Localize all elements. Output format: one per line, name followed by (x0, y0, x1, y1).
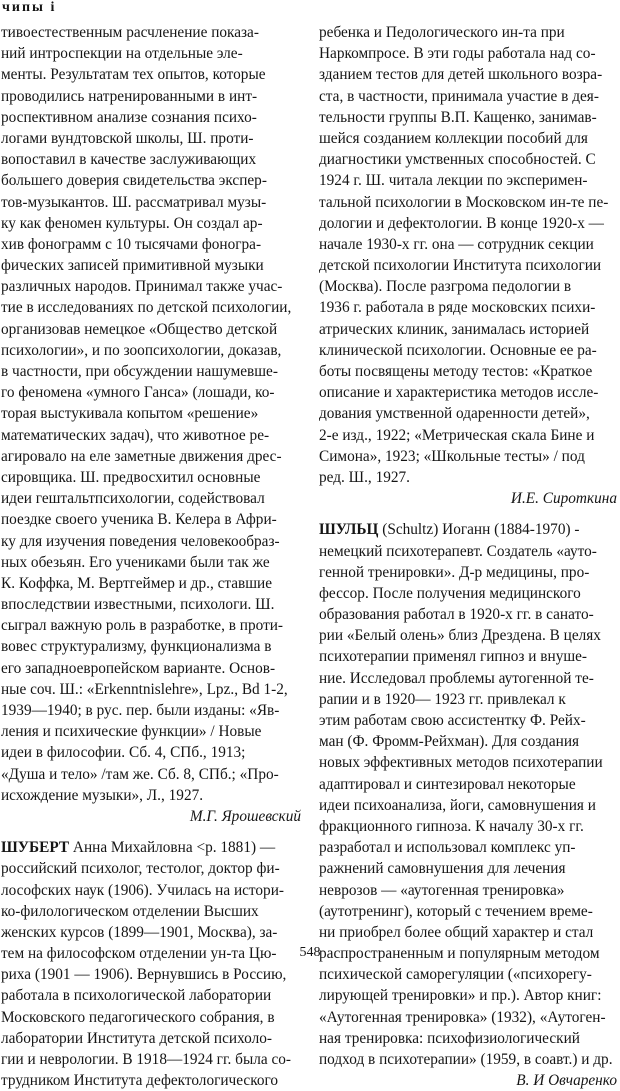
text-line: распространенным и популярным методом (319, 945, 600, 963)
text-line: ребенка и Педологического ин-та при (319, 24, 565, 41)
entry-text-block (319, 541, 617, 1071)
text-line: начале 1930-х гг. она — сотрудник секции (319, 235, 594, 253)
entry-heading-rest: Анна Михайловна <р. 1881) — (69, 839, 276, 857)
text-line: рии «Белый олень» близ Дрездена. В целях (319, 627, 601, 645)
text-line: ку как феномен культуры. Он создал ар- (1, 214, 263, 232)
text-line: (аутотренинг), который с течением време- (319, 902, 593, 920)
text-line: фракционного гипноза. К началу 30-х гг. (319, 817, 584, 835)
text-line: подход в психотерапии» (1959, в соавт.) и др. (319, 1051, 613, 1068)
left-column (1, 22, 301, 1091)
text-line: описание и характеристика методов иссле- (319, 384, 599, 402)
entry-text-block (319, 22, 617, 488)
text-line: лаборатории Института детской психоло- (1, 1029, 272, 1047)
entry-text-block (1, 22, 301, 806)
text-line: тов-музыкантов. Ш. рассматривал музы- (1, 193, 267, 211)
text-line: дования умственной одаренности детей», (319, 405, 590, 423)
text-line: ний интроспекции на отдельные эле- (1, 45, 243, 63)
entry-term: ШУБЕРТ (1, 839, 70, 857)
text-line: математических задач), что животное ре- (1, 426, 270, 444)
text-line: роспективном анализе сознания психо- (1, 108, 257, 126)
text-line: «Аутогенная тренировка» (1932), «Аутоген- (319, 1008, 606, 1026)
text-line: ных обезьян. Его учениками были так же (1, 553, 270, 571)
entry-author: В. И Овчаренко (516, 1072, 617, 1090)
text-line: атрических клиник, занималась историей (319, 320, 590, 338)
text-line: ные соч. Ш.: «Erkenntnislehre», Lpz., Bd 1-2, (1, 680, 288, 698)
entry-heading-rest: (Schultz) Иоганн (1884-1970) - (378, 521, 580, 539)
text-line: 1939—1940; в рус. пер. были изданы: «Яв- (1, 702, 280, 719)
text-line: тем на философском отделении ун-та Цю- (1, 945, 277, 963)
text-line: различных народов. Принимал также учас- (1, 278, 283, 296)
text-line: торая выстукивала копытом «решение» (1, 405, 259, 423)
text-line: ко-филологическом отделении Высших (1, 902, 259, 920)
text-line: адаптировал и синтезировал некоторые (319, 775, 576, 793)
running-head: чипы і (2, 0, 57, 15)
text-line: тальной психологии в Московском ин-те пе- (319, 193, 609, 211)
text-line: Симона», 1923; «Школьные тесты» / под (319, 447, 585, 465)
text-line: идеи гештальтпсихологии, содействовал (1, 490, 265, 508)
text-line: диагностики умственных способностей. С (319, 151, 596, 169)
entry-separator (1, 827, 301, 837)
text-line: 2-е изд., 1922; «Метрическая скала Бине и (319, 426, 595, 444)
text-line: лирующей тренировки» и пр.). Автор книг: (319, 987, 602, 1005)
text-line: ражнений самовнушения для лечения (319, 860, 566, 878)
text-line: немецкий психотерапевт. Создатель «ауто- (319, 542, 597, 560)
text-line: этим работам свою ассистентку Ф. Рейх- (319, 712, 586, 729)
text-line: российский психолог, тестолог, доктор фи- (1, 860, 280, 878)
text-line: проводились натренированными в инт- (1, 87, 258, 105)
entry-term: ШУЛЬЦ (319, 521, 379, 539)
text-line: Московского педагогического собрания, в (1, 1008, 275, 1026)
text-line: клинической психологии. Основные ее ра- (319, 341, 597, 359)
entry-separator (319, 509, 617, 519)
text-line: впоследствии известными, психологи. Ш. (1, 596, 275, 614)
text-line: образования работал в 1920-х гг. в санато- (319, 606, 594, 624)
text-line: (Москва). После разгрома педологии в (319, 278, 572, 296)
text-line: ред. Ш., 1927. (319, 468, 410, 486)
text-line: го феномена «умного Ганса» (лошади, ко- (1, 384, 275, 402)
text-line: тельности группы В.П. Кащенко, занимав- (319, 108, 597, 126)
text-line: рапии и в 1920— 1923 гг. привлекал к (319, 690, 566, 708)
text-line: сировщика. Ш. предвосхитил основные (1, 468, 261, 486)
text-line: ку для изучения поведения человекообраз- (1, 532, 280, 550)
text-line: лософских наук (1906). Училась на истори- (1, 881, 284, 899)
entry-text-block (1, 858, 301, 1091)
text-line: работала в психологической лаборатории (1, 987, 272, 1005)
text-line: боты посвящены методу тестов: «Краткое (319, 363, 593, 380)
text-line: тивоестественным расчленение показа- (1, 24, 259, 41)
text-line: логами вундтовской школы, Ш. проти- (1, 129, 254, 147)
text-line: вопоставил в качестве заслуживающих (1, 151, 257, 169)
text-line: психотерапии применял гипноз и внуше- (319, 648, 588, 666)
entry-author: М.Г. Ярошевский (189, 807, 301, 825)
text-line: риха (1901 — 1906). Вернувшись в Россию, (1, 966, 287, 984)
text-line: идеи в философии. Сб. 4, СПб., 1913; (1, 744, 246, 762)
text-line: дологии и дефектологии. В конце 1920-х — (319, 214, 604, 232)
text-line: менты. Результатам тех опытов, которые (1, 66, 266, 84)
text-line: новых эффективных методов психотерапии (319, 754, 603, 772)
text-line: ни приобрел более общий характер и стал (319, 923, 594, 941)
text-line: ная тренировка: психофизиологический (319, 1029, 580, 1047)
text-line: в частности, при обсуждении нашумевше- (1, 363, 278, 380)
text-line: вовес структурализму, функционализма в (1, 638, 272, 656)
text-line: разработал и использовал комплекс уп- (319, 839, 576, 857)
text-line: организовав немецкое «Общество детской (1, 320, 278, 338)
text-line: гии и неврологии. В 1918—1924 гг. была со- (1, 1051, 291, 1068)
text-line: неврозов — «аутогенная тренировка» (319, 881, 565, 899)
text-line: женских курсов (1899—1901, Москва), за- (1, 923, 278, 941)
entry-heading-line (1, 837, 301, 858)
text-line: агировало на еле заметные движения дрес- (1, 447, 282, 465)
text-line: психологии», и по зоопсихологии, доказав, (1, 341, 282, 359)
text-line: зданием тестов для детей школьного возра- (319, 66, 603, 84)
text-line: его западноевропейском варианте. Основ- (1, 659, 276, 677)
text-line: тие в исследованиях по детской психологии, (1, 299, 292, 317)
text-line: поездке своего ученика В. Келера в Афри- (1, 511, 277, 529)
text-line: идеи психоанализа, йоги, самовнушения и (319, 796, 596, 814)
text-line: ления и психические функции» / Новые (1, 723, 262, 741)
text-line: фических записей примитивной музыки (1, 257, 264, 275)
text-line: фессор. После получения медицинского (319, 584, 581, 602)
text-line: К. Коффка, М. Вертгеймер и др., ставшие (1, 574, 273, 592)
text-line: психической саморегуляции («психорегу- (319, 966, 592, 984)
right-column (319, 22, 617, 1091)
entry-author: И.Е. Сироткина (510, 490, 617, 508)
text-line: Наркомпросе. В эти годы работала над со- (319, 45, 596, 63)
text-line: ста, в частности, принимала участие в дея- (319, 87, 599, 105)
text-line: ман (Ф. Фромм-Рейхман). Для создания (319, 733, 580, 751)
text-line: шейся созданием коллекции пособий для (319, 129, 588, 147)
text-line: «Душа и тело» /там же. Сб. 8, СПб.; «Про- (1, 765, 279, 783)
page-number: 548 (299, 945, 321, 960)
text-line: 1924 г. Ш. читала лекции по эксперимен- (319, 172, 588, 190)
text-line: детской психологии Института психологии (319, 257, 602, 275)
text-line: хив фонограмм с 10 тысячами фоногра- (1, 235, 262, 253)
text-line: большего доверия свидетельства экспер- (1, 172, 267, 190)
text-line: трудником Института дефектологического (1, 1072, 279, 1090)
text-line: 1936 г. работала в ряде московских психи- (319, 299, 596, 317)
entry-heading-line (319, 519, 617, 540)
text-line: генной тренировки». Д-р медицины, про- (319, 563, 590, 581)
text-line: исхождение музыки», Л., 1927. (1, 786, 204, 804)
text-line: ние. Исследовал проблемы аутогенной те- (319, 669, 594, 687)
text-line: сыграл важную роль в разработке, в проти- (1, 617, 284, 635)
